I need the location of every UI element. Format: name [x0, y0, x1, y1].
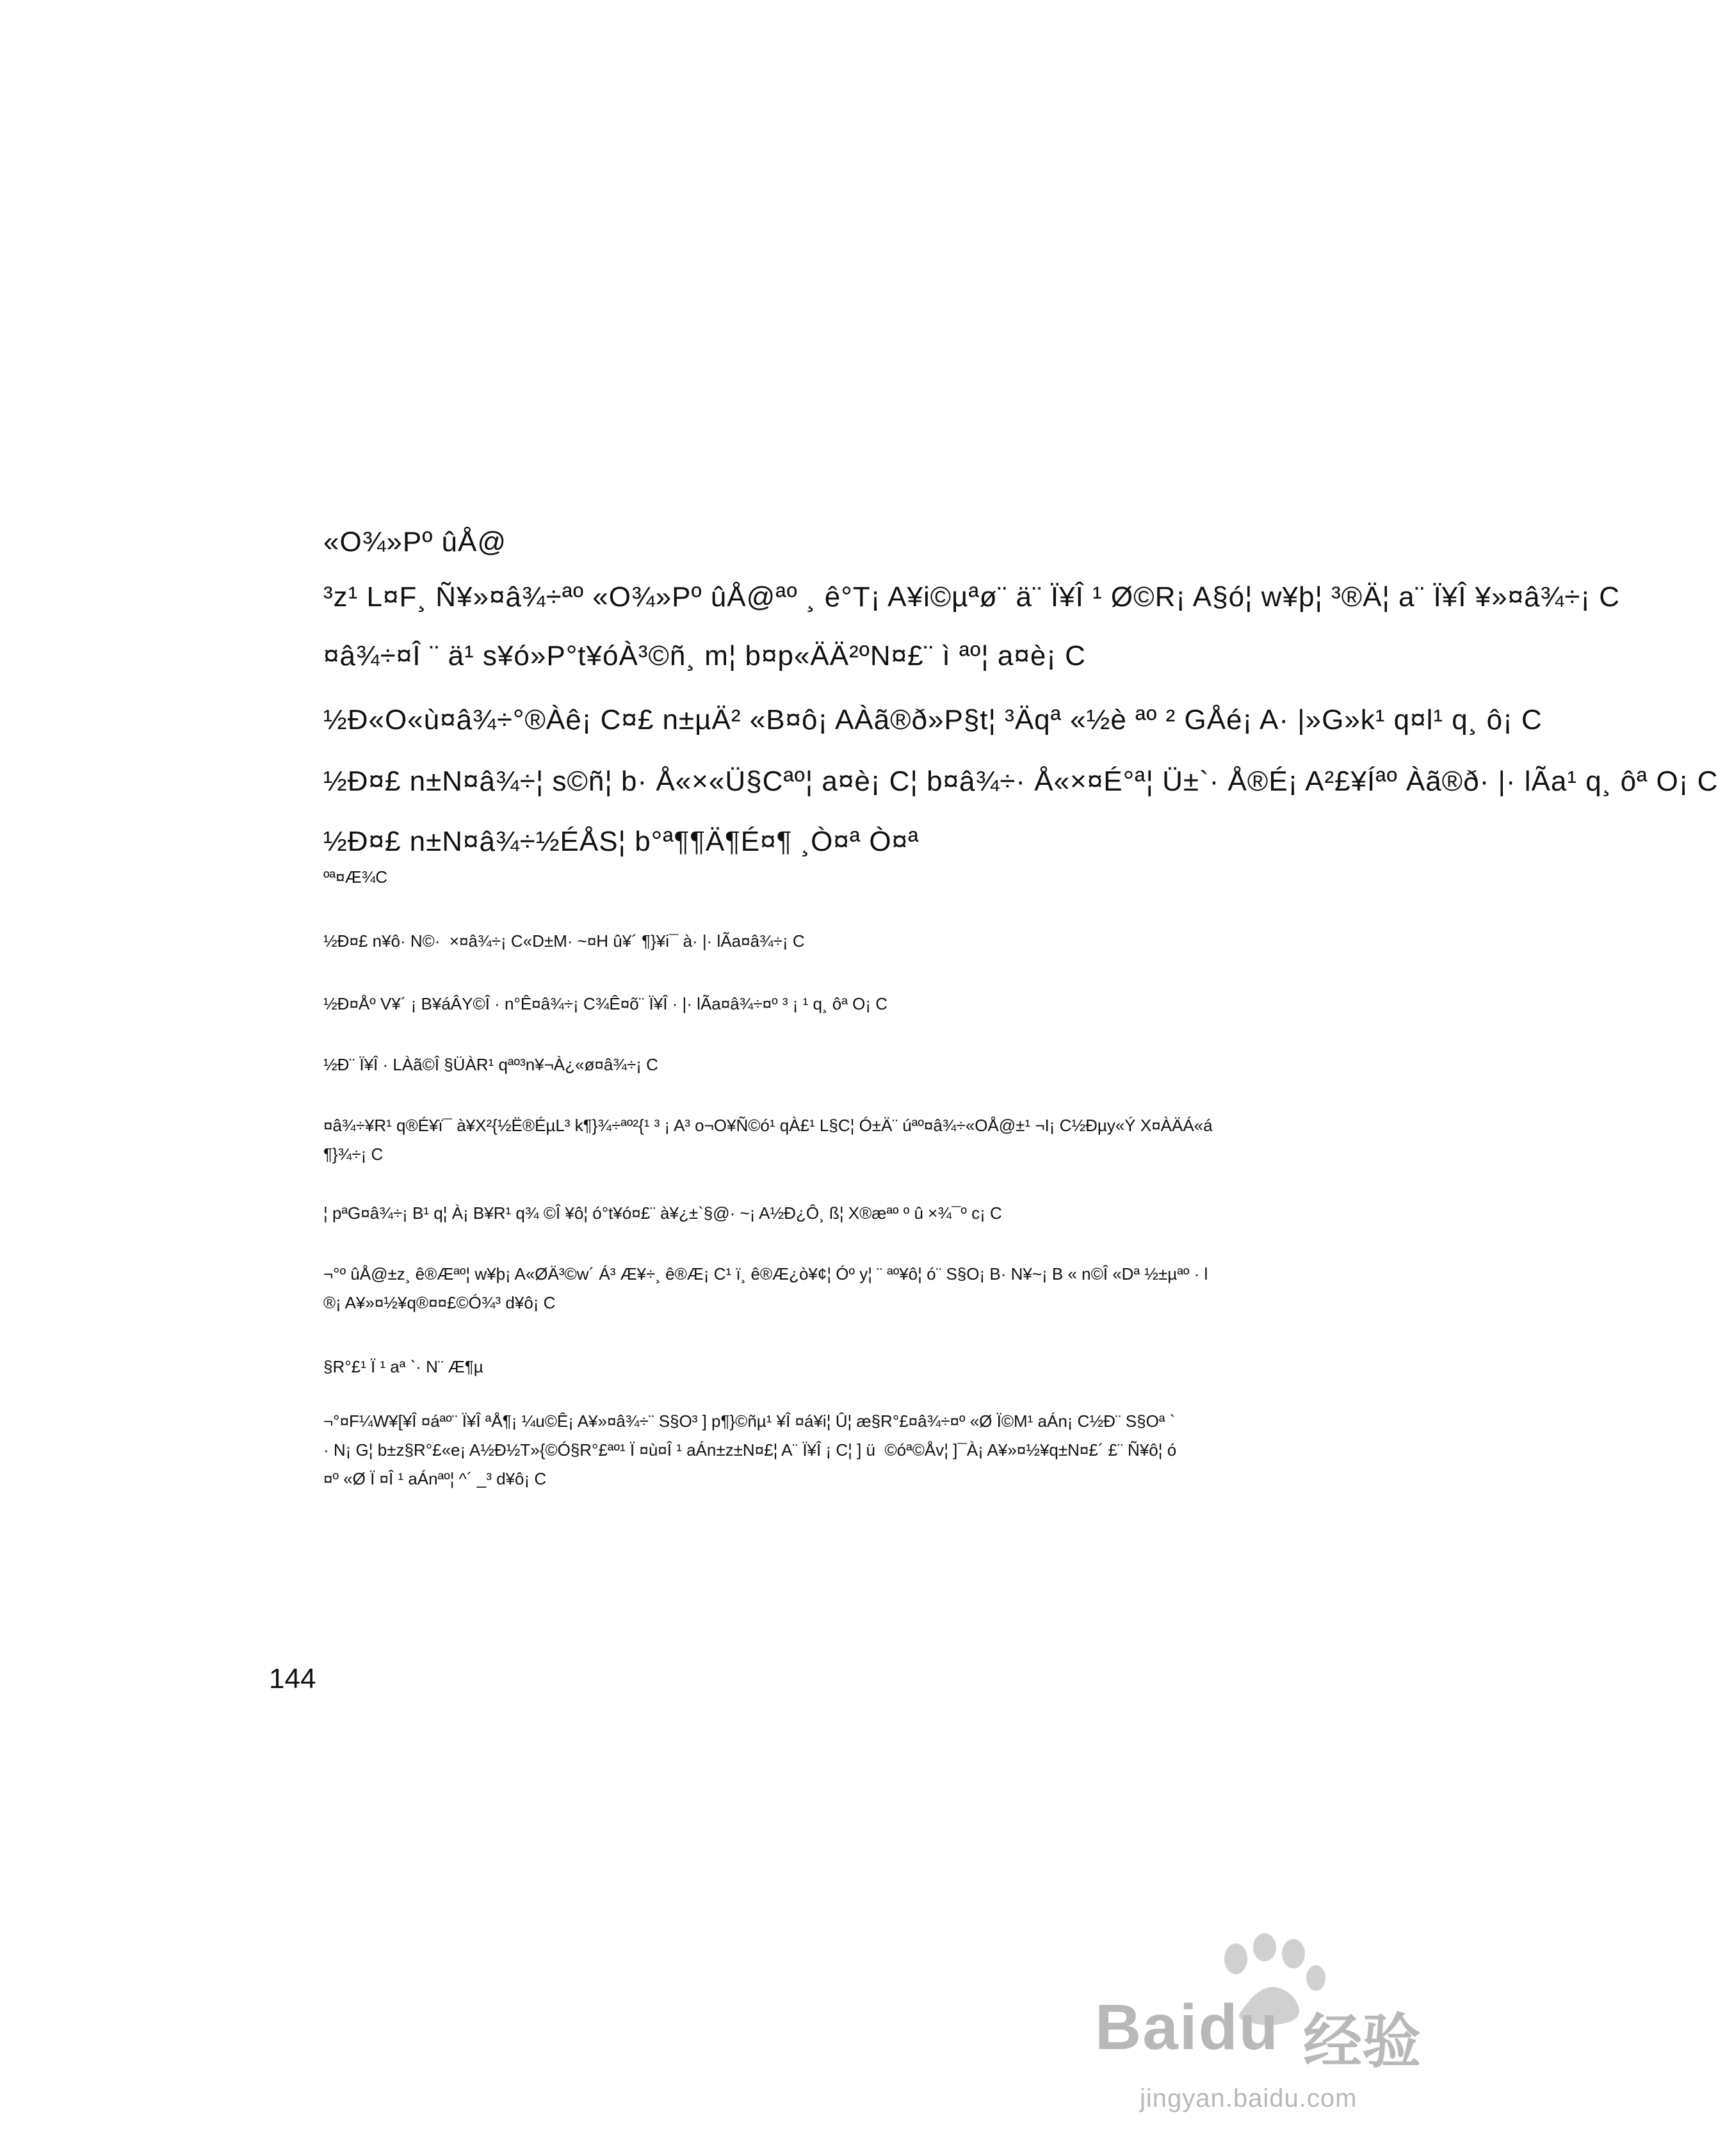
- paragraph-10: ¦ pªG¤â¾÷¡ B¹ q¦ À¡ B¥R¹ q¾ ©Î ¥ô¦ ó°t¥ó¤£¨ à¥¿±`§@· ~¡ A½Ð¿Ô¸ ß¦ X®æªº º û ×¾¯º c¡ C: [323, 1203, 1002, 1223]
- paragraph-6: ½Ð¤£ n¥ô· N©· ×¤â¾÷¡ C«D±M· ~¤H û¥´ ¶}¥i¯ à· |· lÃa¤â¾÷¡ C: [323, 931, 805, 951]
- paragraph-12-line-3: ¤º «Ø Ï ¤Î ¹ aÁnªº¦ ^´ _³ d¥ô¡ C: [323, 1469, 547, 1488]
- watermark-brand-cn: 经验: [1303, 2009, 1422, 2075]
- watermark-brand: Baidu: [1095, 1991, 1279, 2063]
- paragraph-11-line-2: ®¡ A¥»¤½¥q®¤¤£©Ó¾³ d¥ô¡ C: [323, 1293, 556, 1312]
- paragraph-12-line-1: ¬°¤F¼W¥[¥Î ¤áªº¨ Ï¥Î ªÅ¶¡ ¼u©Ê¡ A¥»¤â¾÷¨ S§O³ ] p¶}©ñµ¹ ¥Î ¤á¥i¦ Û¦ æ§R°£¤â¾÷¤º «Ø Ï©M¹ aÁn¡ C½Ð¨ S§Oª `: [323, 1412, 1176, 1431]
- subheading-deletion-notes: §R°£¹ Ï ¹ aª `· N¨ Æ¶µ: [323, 1357, 483, 1376]
- paragraph-3: ½Ð«O«ù¤â¾÷°®Àê¡ C¤£ n±µÄ² «B¤ô¡ AÀã®ð»P§t¦ ³Äqª «½è ªº ² GÅé¡ A· |»G»k¹ q¤l¹ q¸ ô¡ C: [323, 704, 1543, 736]
- paragraph-7: ½Ð¤Åº V¥´ ¡ B¥áÂY©Î · n°Ê¤â¾÷¡ C¾Ê¤õ¨ Ï¥Î · |· lÃa¤â¾÷¤º ³ ¡ ¹ q¸ ôª O¡ C: [323, 994, 887, 1013]
- section-heading: «O¾»Pº ûÅ@: [323, 526, 506, 558]
- paragraph-2: ¤â¾÷¤Î ¨ ä¹ s¥ó»P°t¥óÀ³©ñ¸ m¦ b¤p«ÄÄ²ºN¤£¨ ì ªº¦ a¤è¡ C: [323, 640, 1086, 672]
- paragraph-5: ½Ð¤£ n±N¤â¾÷½ÉÅS¦ b°ª¶¶Ä¶É¤¶ ¸Ò¤ª Ò¤ª: [323, 826, 920, 857]
- paragraph-8: ½Ð¨ Ï¥Î · LÀã©Î §ÜÀR¹ qªº³n¥¬À¿«ø¤â¾÷¡ C: [323, 1055, 658, 1074]
- paragraph-1: ³z¹ L¤F¸ Ñ¥»¤â¾÷ªº «O¾»Pº ûÅ@ªº ¸ ê°T¡ A¥i©µªø¨ ä¨ Ï¥Î ¹ Ø©R¡ A§ó¦ w¥þ¦ ³®Ä¦ a¨ Ï¥Î ¥»¤â¾÷¡ C: [323, 581, 1621, 613]
- paragraph-4: ½Ð¤£ n±N¤â¾÷¦ s©ñ¦ b· Å«×«Ü§Cªº¦ a¤è¡ C¦ b¤â¾÷· Å«×¤É°ª¦ Ü±`· Å®É¡ A²£¥Íªº Àã®ð· |· lÃa¹ q¸ ôª O¡ C: [323, 766, 1718, 797]
- watermark-url: jingyan.baidu.com: [1140, 2084, 1357, 2112]
- paragraph-11-line-1: ¬°º ûÅ@±z¸ ê®Æªº¦ w¥þ¡ A«ØÄ³©w´ Á³ Æ¥÷¸ ê®Æ¡ C¹ ï¸ ê®Æ¿ò¥¢¦ Óº y¦ ¨ ªº¥ô¦ ó¨ S§O¡ B· N¥~¡ B « n©Î «Dª ½±µªº · l: [323, 1264, 1208, 1283]
- baidu-watermark: [1050, 1933, 1498, 2138]
- paragraph-5-continued: ºª¤Æ¾C: [323, 867, 388, 887]
- paragraph-9-line-1: ¤â¾÷¥R¹ q®É¥ï¯ à¥X²{½Ë®ÉµL³ k¶}¾÷ªº²{¹ ³ ¡ A³ o¬O¥Ñ©ó¹ qÀ£¹ L§C¦ Ó±Ä¨ úªº¤â¾÷«OÅ@±¹ ¬I¡ C½Ðµy«Ý X¤ÀÄÁ«á: [323, 1116, 1213, 1135]
- page-number: 144: [269, 1663, 316, 1694]
- paragraph-9-line-2: ¶}¾÷¡ C: [323, 1145, 384, 1164]
- paragraph-12-line-2: · N¡ G¦ b±z§R°£«e¡ A½Ð½T»{©Ó§R°£ªº¹ Ï ¤ù¤Î ¹ aÁn±z±N¤£¦ A¨ Ï¥Î ¡ C¦ ] ü ©óª©Åv¦ ]¯À¡ A¥»¤½¥q±N¤£´ £¨ Ñ¥ô¦ ó: [323, 1440, 1177, 1460]
